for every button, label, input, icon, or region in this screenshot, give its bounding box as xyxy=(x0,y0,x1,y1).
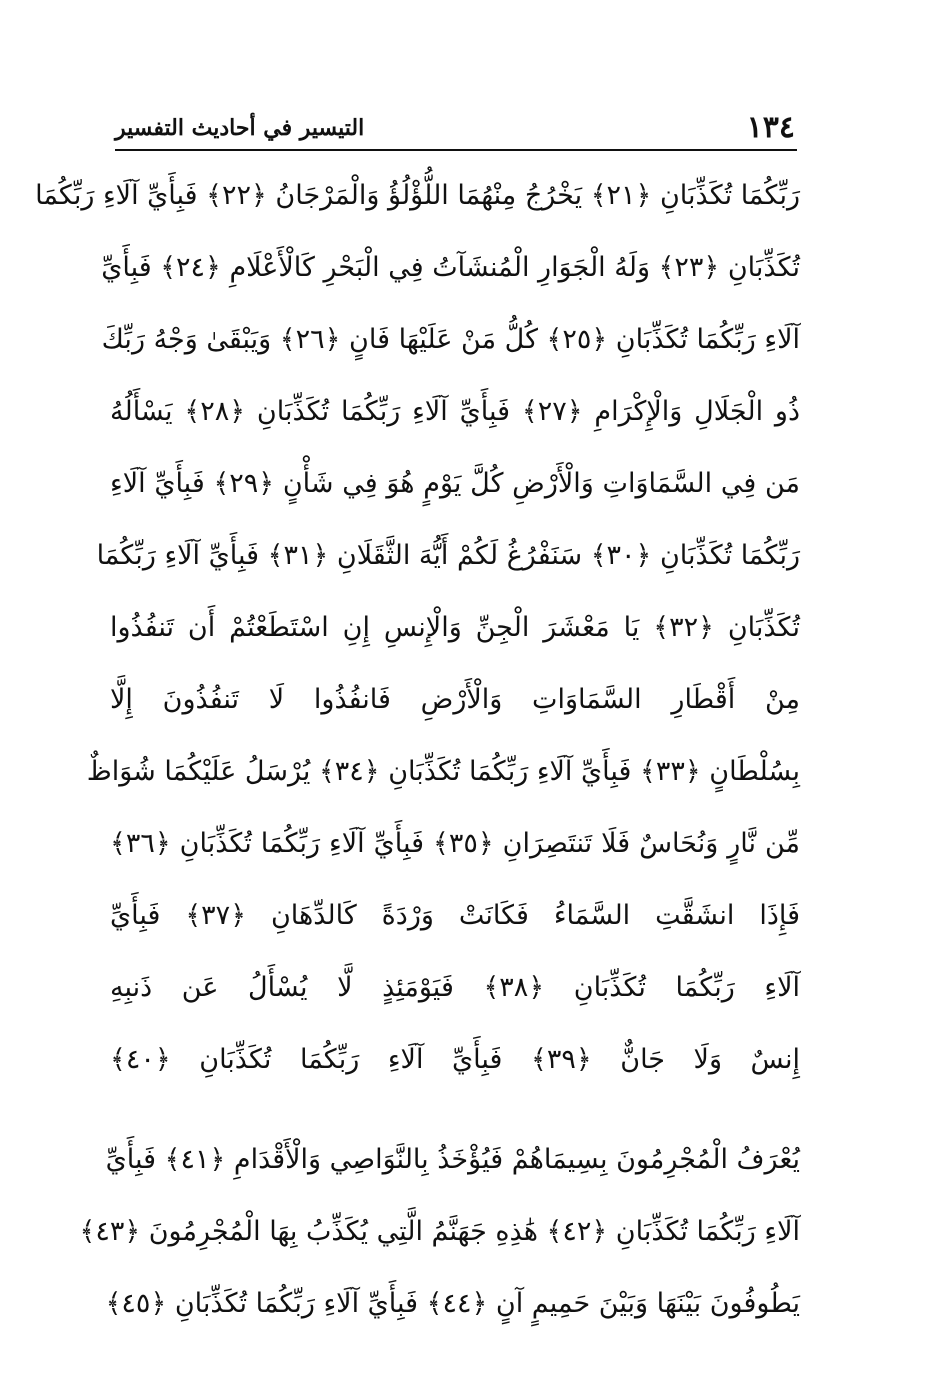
running-title: التيسير في أحاديث التفسير xyxy=(115,115,365,141)
text-line: فَإِذَا انشَقَّتِ السَّمَاءُ فَكَانَتْ وَرْدَةً كَالدِّهَانِ ﴿٣٧﴾ فَبِأَيِّ xyxy=(110,900,800,931)
text-line: تُكَذِّبَانِ ﴿٢٣﴾ وَلَهُ الْجَوَارِ الْمُنشَآتُ فِي الْبَحْرِ كَالْأَعْلَامِ ﴿٢٤﴾ فَبِأَيِّ xyxy=(101,252,800,283)
page-number: ١٣٤ xyxy=(746,110,795,145)
text-line: ذُو الْجَلَالِ وَالْإِكْرَامِ ﴿٢٧﴾ فَبِأَيِّ آلَاءِ رَبِّكُمَا تُكَذِّبَانِ ﴿٢٨﴾ يَسْأَلُهُ xyxy=(110,396,800,427)
text-line: مِنْ أَقْطَارِ السَّمَاوَاتِ وَالْأَرْضِ فَانفُذُوا لَا تَنفُذُونَ إِلَّا xyxy=(110,684,800,715)
text-line: رَبِّكُمَا تُكَذِّبَانِ ﴿٣٠﴾ سَنَفْرُغُ لَكُمْ أَيُّهَ الثَّقَلَانِ ﴿٣١﴾ فَبِأَيِّ آلَاءِ رَبِّكُمَا xyxy=(96,540,800,571)
quran-text-block xyxy=(35,160,801,1340)
text-line: مِّن نَّارٍ وَنُحَاسٌ فَلَا تَنتَصِرَانِ ﴿٣٥﴾ فَبِأَيِّ آلَاءِ رَبِّكُمَا تُكَذِّبَانِ ﴿٣٦﴾ xyxy=(110,828,800,859)
text-line: آلَاءِ رَبِّكُمَا تُكَذِّبَانِ ﴿٢٥﴾ كُلُّ مَنْ عَلَيْهَا فَانٍ ﴿٢٦﴾ وَيَبْقَىٰ وَجْهُ رَبِّكَ xyxy=(101,324,800,355)
text-line: إِنسٌ وَلَا جَانٌّ ﴿٣٩﴾ فَبِأَيِّ آلَاءِ رَبِّكُمَا تُكَذِّبَانِ ﴿٤٠﴾ xyxy=(110,1044,800,1075)
text-line: آلَاءِ رَبِّكُمَا تُكَذِّبَانِ ﴿٣٨﴾ فَيَوْمَئِذٍ لَّا يُسْأَلُ عَن ذَنبِهِ xyxy=(110,972,801,1003)
text-line: تُكَذِّبَانِ ﴿٣٢﴾ يَا مَعْشَرَ الْجِنِّ وَالْإِنسِ إِنِ اسْتَطَعْتُمْ أَن تَنفُذُوا xyxy=(110,612,800,643)
page-header xyxy=(115,108,795,148)
text-line: آلَاءِ رَبِّكُمَا تُكَذِّبَانِ ﴿٤٢﴾ هَٰذِهِ جَهَنَّمُ الَّتِي يُكَذِّبُ بِهَا الْمُجْرِمُونَ ﴿٤٣﴾ xyxy=(79,1216,800,1247)
text-line: بِسُلْطَانٍ ﴿٣٣﴾ فَبِأَيِّ آلَاءِ رَبِّكُمَا تُكَذِّبَانِ ﴿٣٤﴾ يُرْسَلُ عَلَيْكُمَا شُوَاظٌ xyxy=(86,756,800,787)
text-line: رَبِّكُمَا تُكَذِّبَانِ ﴿٢١﴾ يَخْرُجُ مِنْهُمَا اللُّؤْلُؤُ وَالْمَرْجَانُ ﴿٢٢﴾ فَبِأَيِّ آلَاءِ رَبِّكُمَا xyxy=(35,180,800,211)
text-line: يَطُوفُونَ بَيْنَهَا وَبَيْنَ حَمِيمٍ آنٍ ﴿٤٤﴾ فَبِأَيِّ آلَاءِ رَبِّكُمَا تُكَذِّبَانِ ﴿٤٥﴾ xyxy=(105,1288,800,1319)
header-rule xyxy=(115,149,797,151)
text-line: يُعْرَفُ الْمُجْرِمُونَ بِسِيمَاهُمْ فَيُؤْخَذُ بِالنَّوَاصِي وَالْأَقْدَامِ ﴿٤١﴾ فَبِأَيِّ xyxy=(105,1144,800,1175)
text-line: مَن فِي السَّمَاوَاتِ وَالْأَرْضِ كُلَّ يَوْمٍ هُوَ فِي شَأْنٍ ﴿٢٩﴾ فَبِأَيِّ آلَاءِ xyxy=(110,468,800,499)
